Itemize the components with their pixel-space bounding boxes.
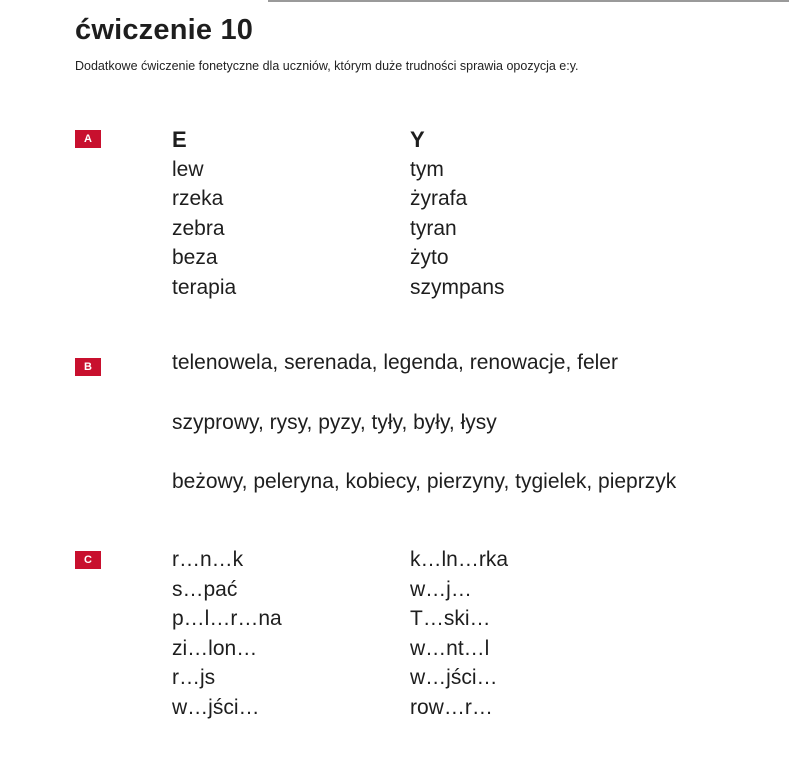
fill-in-word: zi…lon…	[172, 636, 258, 660]
word-line: telenowela, serenada, legenda, renowacje, feler	[172, 351, 618, 374]
column-heading-y: Y	[410, 127, 425, 152]
top-rule	[268, 0, 789, 2]
word-item: terapia	[172, 275, 237, 299]
section-b-badge: B	[75, 358, 101, 376]
section-c-badge: C	[75, 551, 101, 569]
fill-in-word: w…j…	[410, 577, 472, 601]
section-a-badge: A	[75, 130, 101, 148]
fill-in-word: r…n…k	[172, 548, 244, 571]
section-c-column-2	[410, 545, 508, 722]
fill-in-word: w…nt…l	[410, 636, 490, 660]
column-heading-e: E	[172, 127, 187, 152]
fill-in-word: T…ski…	[410, 607, 491, 630]
section-c-column-1	[172, 545, 282, 722]
word-line: beżowy, peleryna, kobiecy, pierzyny, tygielek, pieprzyk	[172, 470, 677, 493]
word-item: żyto	[410, 246, 449, 269]
exercise-description: Dodatkowe ćwiczenie fonetyczne dla uczniów, którym duże trudności sprawia opozycja e:y.	[75, 59, 579, 73]
word-item: szympans	[410, 275, 505, 299]
word-line: szyprowy, rysy, pyzy, tyły, były, łysy	[172, 411, 497, 434]
fill-in-word: s…pać	[172, 577, 238, 601]
fill-in-word: row…r…	[410, 695, 493, 719]
section-a-column-y	[410, 125, 505, 302]
fill-in-word: p…l…r…na	[172, 607, 282, 630]
section-a-column-e	[172, 125, 236, 302]
word-item: tyran	[410, 216, 457, 240]
word-item: zebra	[172, 216, 225, 240]
fill-in-word: k…ln…rka	[410, 548, 509, 571]
word-item: tym	[410, 157, 444, 181]
word-item: lew	[172, 157, 204, 181]
exercise-title: ćwiczenie 10	[75, 14, 254, 46]
word-item: żyrafa	[410, 187, 468, 210]
fill-in-word: w…jści…	[172, 695, 260, 719]
word-item: rzeka	[172, 187, 224, 210]
word-item: beza	[172, 246, 218, 269]
fill-in-word: r…js	[172, 666, 216, 689]
fill-in-word: w…jści…	[410, 666, 498, 689]
